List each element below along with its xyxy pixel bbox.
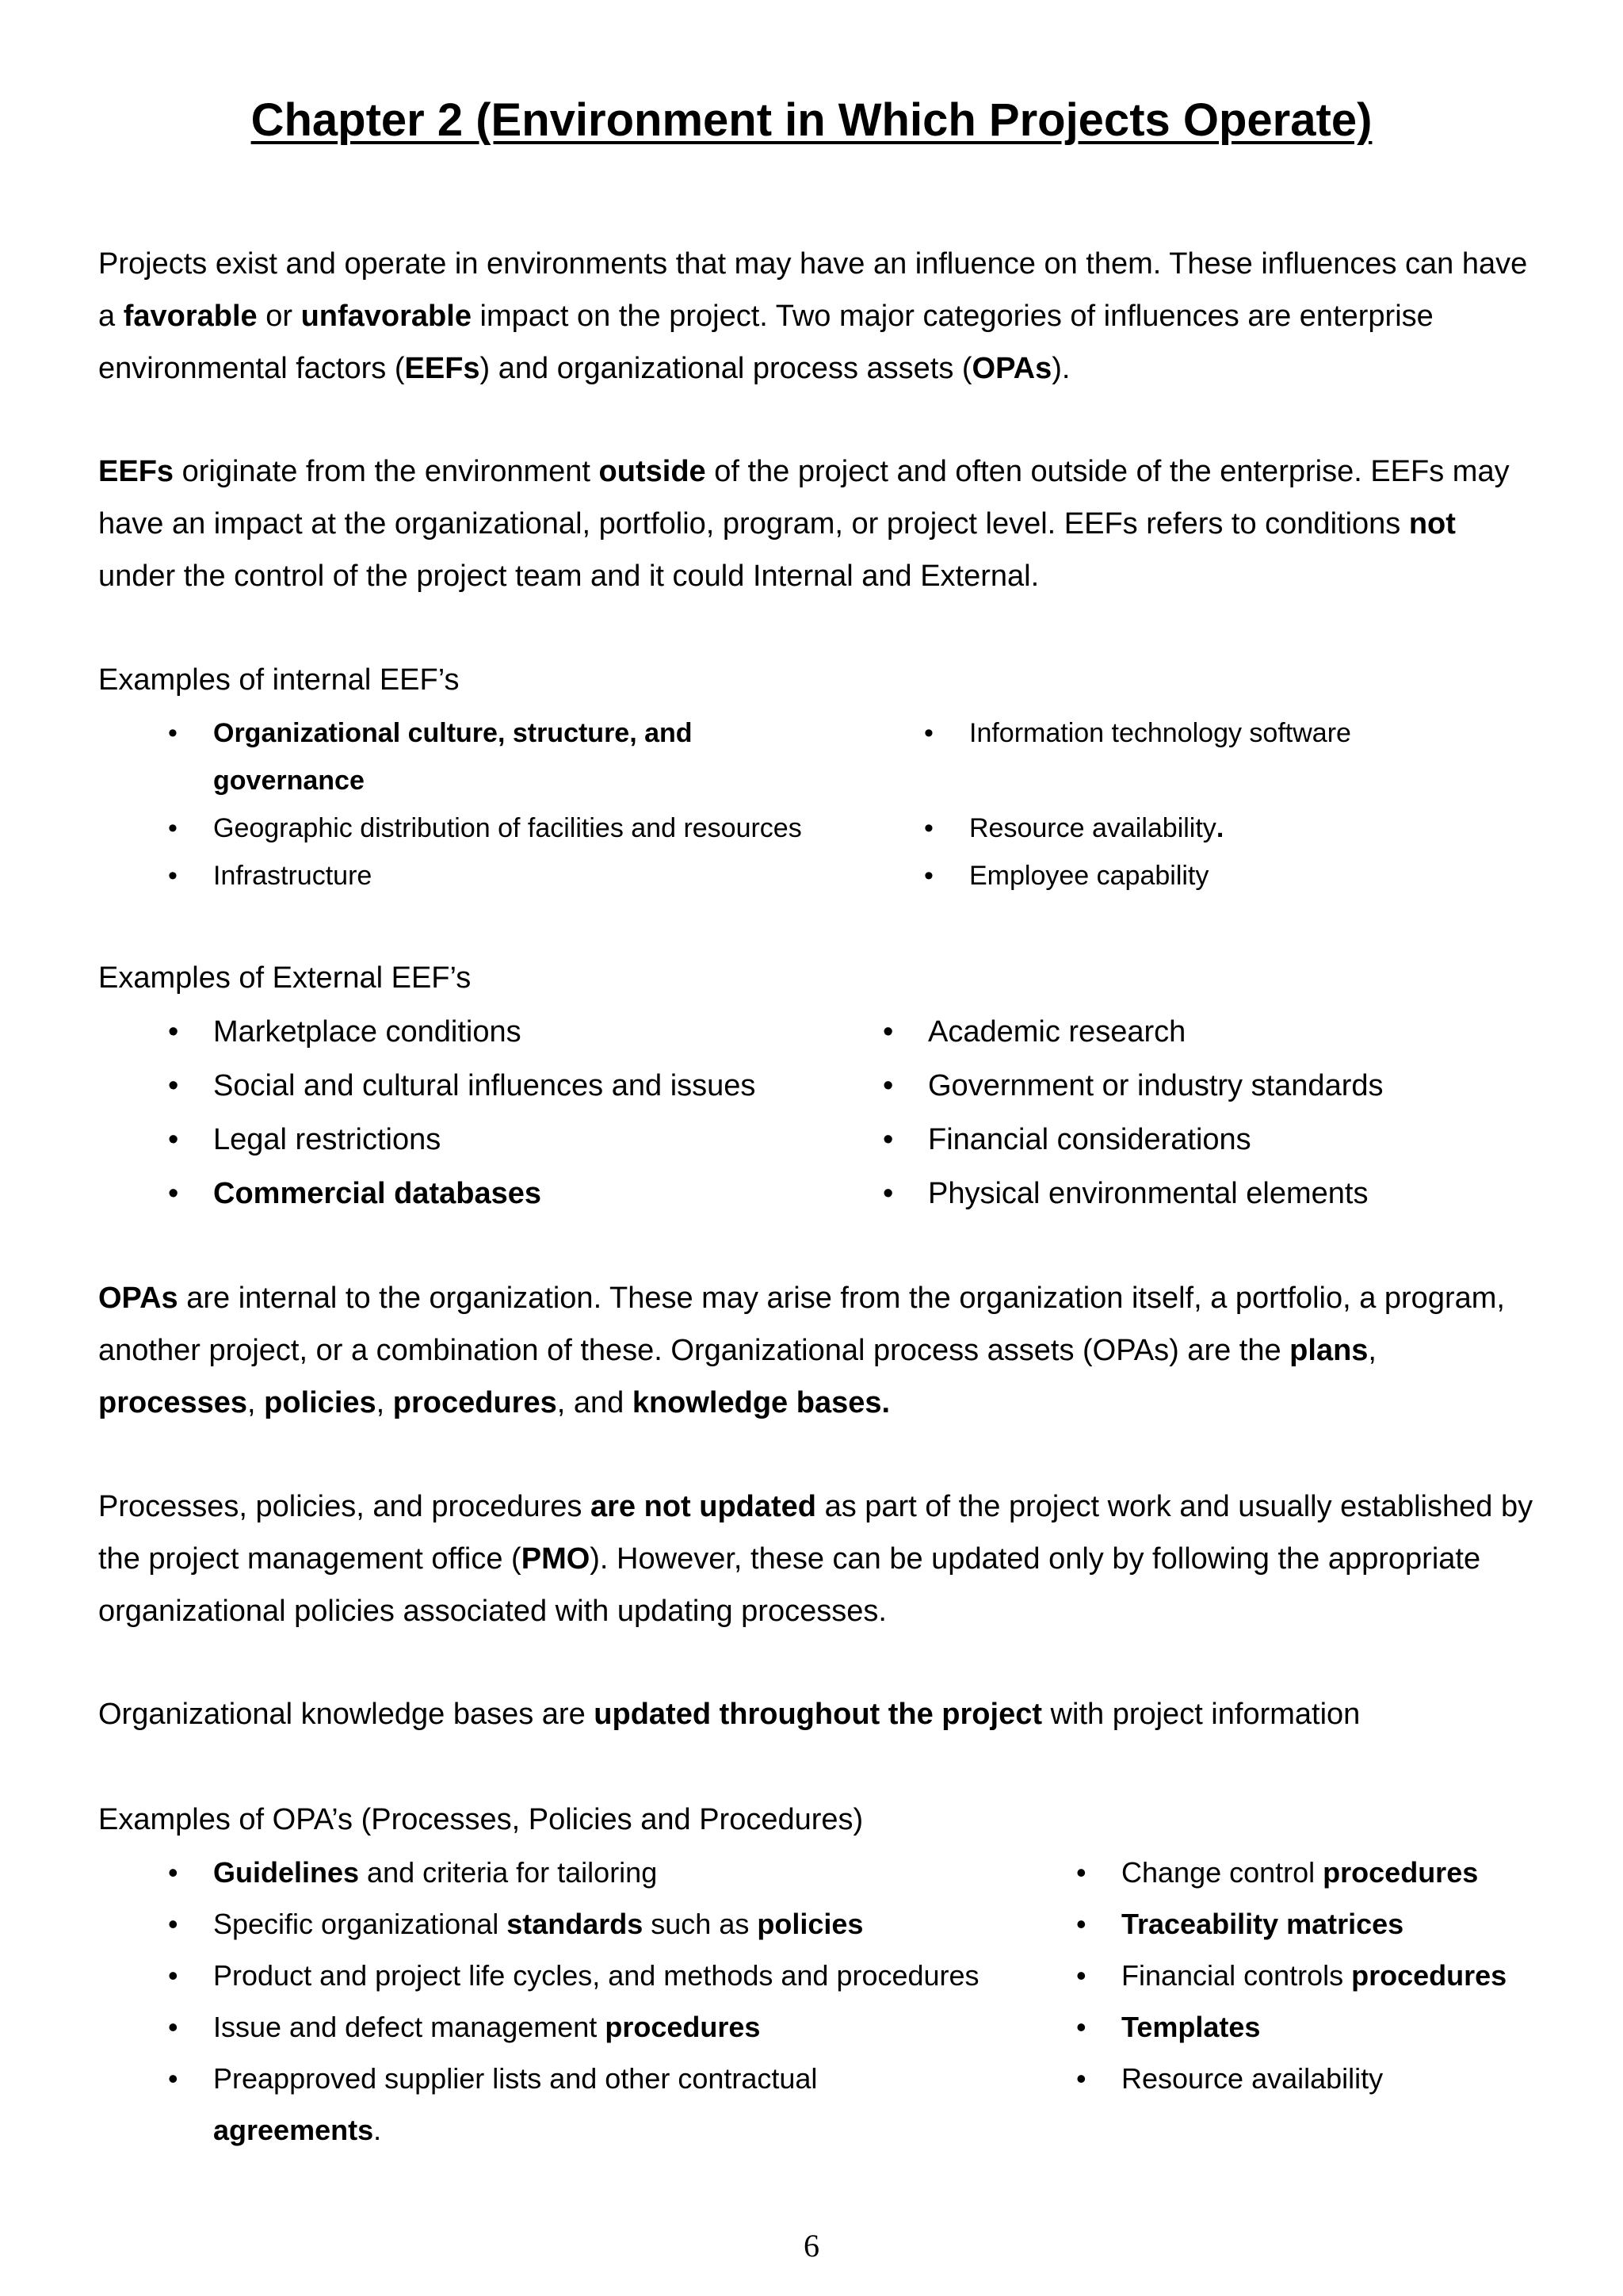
list-item: • Specific organizational standards such as policies xyxy=(168,1908,864,1940)
list-item: • Traceability matrices xyxy=(1076,1908,1404,1940)
external-eef-list-right xyxy=(813,1005,1574,1221)
list-item: • Change control procedures xyxy=(1076,1856,1479,1889)
list-item: • Academic research xyxy=(883,1015,1186,1049)
list-item: • Financial controls procedures xyxy=(1076,1959,1507,1992)
list-item: • Information technology software xyxy=(924,718,1351,748)
internal-eef-list-left xyxy=(98,709,859,900)
external-eef-heading: Examples of External EEF’s xyxy=(98,961,472,995)
list-item: • Issue and defect management procedures xyxy=(168,2011,761,2043)
list-item: • Templates xyxy=(1076,2011,1261,2043)
list-item: • Marketplace conditions xyxy=(168,1015,521,1049)
list-item: • Guidelines and criteria for tailoring xyxy=(168,1856,658,1889)
list-item: • Organizational culture, structure, and governance xyxy=(168,718,693,796)
list-item: • Preapproved supplier lists and other contractual agreements. xyxy=(168,2062,818,2146)
list-item: • Physical environmental elements xyxy=(883,1177,1369,1210)
list-item: • Government or industry standards xyxy=(883,1069,1384,1102)
opa-list-left xyxy=(98,1847,1097,2156)
list-item: • Product and project life cycles, and methods and procedures xyxy=(168,1959,980,1992)
external-eef-list-left xyxy=(98,1005,859,1221)
list-item: • Commercial databases xyxy=(168,1177,541,1210)
eef-paragraph: EEFs originate from the environment outside of the project and often outside of the enterprise. EEFs may have an impact at the organizational, portfolio, program, or project level. EEFs refers to conditions not under the control of the project team and it could Internal and External. xyxy=(98,455,1510,593)
knowledge-paragraph: Organizational knowledge bases are updated throughout the project with project information xyxy=(98,1698,1361,1731)
internal-eef-list-right xyxy=(854,709,1568,900)
opa-examples-heading: Examples of OPA’s (Processes, Policies and Procedures) xyxy=(98,1803,864,1836)
page-number: 6 xyxy=(804,2228,819,2264)
list-item: • Resource availability. xyxy=(924,813,1224,843)
list-item: • Infrastructure xyxy=(168,861,372,891)
list-item: • Financial considerations xyxy=(883,1123,1251,1156)
list-item: • Resource availability xyxy=(1076,2062,1384,2095)
intro-paragraph: Projects exist and operate in environments that may have an influence on them. These influences can have a favorable or unfavorable impact on the project. Two major categories of influences are enterprise environmental factors (EEFs) and organizational process assets (OPAs). xyxy=(98,247,1528,385)
list-item: • Geographic distribution of facilities and resources xyxy=(168,813,802,843)
chapter-title: Chapter 2 (Environment in Which Projects Operate) xyxy=(250,94,1373,146)
list-item: • Employee capability xyxy=(924,861,1209,891)
opa-list-right xyxy=(1006,1847,1609,2104)
list-item: • Social and cultural influences and issues xyxy=(168,1069,756,1102)
process-paragraph: Processes, policies, and procedures are not updated as part of the project work and usually established by the project management office (PMO). However, these can be updated only by following the appropriate organizational policies associated with updating processes. xyxy=(98,1490,1533,1628)
opa-paragraph: OPAs are internal to the organization. These may arise from the organization itself, a portfolio, a program, another project, or a combination of these. Organizational process assets (OPAs) are the plans, processes, policies, procedures, and knowledge bases. xyxy=(98,1282,1505,1419)
list-item: • Legal restrictions xyxy=(168,1123,441,1156)
internal-eef-heading: Examples of internal EEF’s xyxy=(98,663,460,697)
